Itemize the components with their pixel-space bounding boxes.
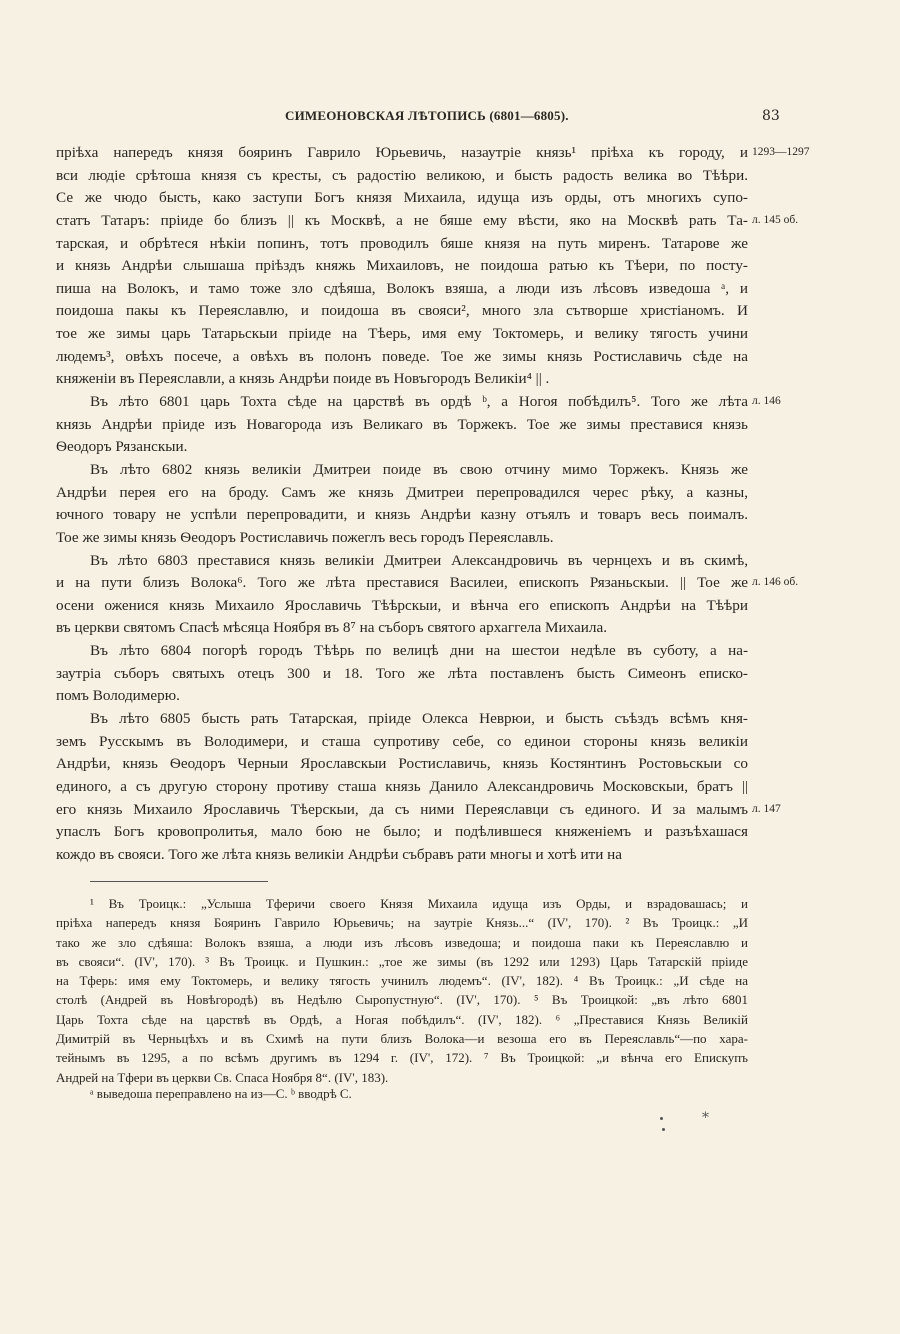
footnote-line: Андрей на Тфери въ церкви Св. Спаса Ноября 8“. (IV', 183). [56,1069,389,1085]
text-line: тарская, и обрѣтеся нѣкіи попинъ, тотъ проводилъ бяше князя на путь миренъ. Татарове же [56,234,748,252]
footnote-line: столѣ (Андрей въ Новѣгородѣ) въ Недѣлю Сыропустную“. (IV', 170). ⁵ Въ Троицкой: „въ лѣто 6801 [56,992,748,1008]
footnote-line: ¹ Въ Троицк.: „Услыша Тферичи своего Князя Михаила идуща изъ Орды, и взрадовашась; и [90,896,748,911]
text-line: осени оженися князь Михаило Ярославичь Тѣѣрскыи, и вѣнча его епископъ Андрѣи на Тѣѣри [56,596,748,614]
text-line: статъ Татаръ: пріиде бо близъ || къ Москвѣ, а не бяше ему вѣсти, яко на Москвѣ рать Та- [56,211,748,229]
footnotes [56,894,748,1087]
text-line: единого, а съ другую сторону противу сташа князь Данило Александровичь Московскыи, братъ || [56,777,748,795]
text-line: Въ лѣто 6801 царь Тохта сѣде на царствѣ въ ордѣ ᵇ, а Ногоя побѣдилъ⁵. Того же лѣта [90,393,748,411]
text-line: упаслъ Богъ кровопролитья, мало бою не было; и подѣлившеся княженіемъ и разъѣхашася [56,823,748,841]
footnote-line: Димитрій въ Черньцѣхъ и въ Схимѣ на пути близъ Волока—и везоша его въ Переяславль“—по хара- [56,1031,748,1047]
text-line: вси людіе срѣтоша князя съ кресты, съ радостію великою, и бысть радость велика во Тѣѣри. [56,166,748,184]
text-line: людемъ³, овѣхъ посече, а овѣхъ въ полонъ поведе. Тое же зимы князь Ростиславичь сѣде на [56,347,748,365]
margin-note: 1293—1297 [752,146,810,158]
text-line: ючного товару не успѣли перепровадити, и князь Андрѣи казну отъялъ и товаръ весь поималъ. [56,506,748,524]
text-line: и князь Андрѣи слышаша пріѣздъ княжь Михаиловъ, не поидоша ратью къ Тѣери, по посту- [56,257,748,275]
text-line: князь Андрѣи пріиде изъ Новагорода изъ Великаго въ Торжекъ. Тое же зимы преставися князь [56,415,748,433]
text-line: Въ лѣто 6804 погорѣ городъ Тѣѣрь по велицѣ дни на шестои недѣле въ суботу, а на- [90,642,748,660]
text-line: Ѳеодоръ Рязанскыи. [56,438,188,456]
footnote-line: Царь Тохта сѣде на царствѣ въ Ордѣ, а Ногая побѣдилъ“. (IV', 182). ⁶ „Преставися Князь Великій [56,1011,748,1027]
footnote-line: тейнымъ въ 1295, а по всѣмъ другимъ въ 1294 г. (IV', 172). ⁷ Въ Троицкой: „и вѣнча его Епискупъ [56,1050,748,1066]
footnote-line: въ свояси“. (IV', 170). ³ Въ Троицк. и Пушкин.: „тое же зимы (въ 1292 или 1293) Царь Татарскій пріиде [56,953,748,969]
margin-note: л. 146 об. [752,576,799,589]
text-line: пріѣха напередъ князя бояринъ Гаврило Юрьевичь, назаутріе князь¹ пріѣха къ городу, и [56,144,748,161]
ornament-star: * [702,1110,709,1126]
text-line: пиша на Волокъ, и тамо тоже зло сдѣяша, Волокъ взяша, а люди изъ лѣсовъ изведоша ᵃ, и [56,279,748,297]
text-line: заутріа съборъ святыхъ отецъ 300 и 18. Того же лѣта поставленъ бысть Симеонъ еписко- [56,664,748,682]
text-line: поидоша пакы къ Переяславлю, и поидоша въ свояси², много зла сътворше христіаномъ. И [56,302,748,320]
running-header [0,108,900,128]
footnote-line: на Тферь: имя ему Токтомерь, и велику тягость учинилъ людемъ“. (IV', 182). ⁴ Въ Троицк.: „И сѣде на [56,973,748,989]
text-line: Андрѣи, князь Ѳеодоръ Черныи Ярославскыи Ростиславичь, князь Костянтинъ Ростовьскыи со [56,755,748,773]
text-line: Въ лѣто 6802 князь великіи Дмитреи поиде въ свою отчину мимо Торжекъ. Князь же [90,460,748,478]
footnote-line: пріѣха напередъ князя Бояринъ Гаврило Юрьевичь; на заутріе Князь...“ (IV', 170). ² Въ Троицк.: „И [56,915,748,931]
text-line: его князь Михаило Ярославичь Тѣерскыи, да съ ними Переяславци съ единого. И за малымъ [56,800,748,818]
text-line: и на пути близъ Волока⁶. Того же лѣта преставися Василеи, епископъ Рязаньскыи. || Тое же [56,574,748,592]
text-line: тое же зимы царь Татарьскыи пріиде на Тѣерь, имя ему Токтомерь, и велику тягость учини [56,325,748,343]
footnote-line: тако же зло сдѣяша: Волокъ взяша, а люди изъ лѣсовъ изведоша; и поидоша паки къ Переяславлю и [56,934,748,950]
text-line: княженіи въ Переяславли, а князь Андрѣи поиде въ Новъгородъ Великіи⁴ || . [56,370,550,388]
text-line: Въ лѣто 6803 преставися князь великіи Дмитреи Александровичь въ чернцехъ и въ скимѣ, [90,551,748,569]
running-title: СИМЕОНОВСКАЯ ЛѢТОПИСЬ (6801—6805). [285,108,569,123]
text-line: Тое же зимы князь Ѳеодоръ Ростиславичь пожеглъ весь городъ Переяславль. [56,528,554,546]
main-text [56,142,748,867]
text-line: Въ лѣто 6805 бысть рать Татарская, пріиде Олекса Неврюи, и бысть съѣздъ всѣмъ кня- [90,710,748,728]
ink-speck [662,1128,665,1131]
text-line: помъ Володимерю. [56,687,180,705]
text-line: въ церкви святомъ Спасѣ мѣсяца Ноября въ 8⁷ на съборъ святого архаггела Михаила. [56,619,607,637]
ink-speck [660,1117,663,1120]
margin-note: л. 145 об. [752,213,799,226]
footnote-rule [90,881,268,882]
text-line: кождо въ свояси. Того же лѣта князь великіи Андрѣи събравъ рати многы и хотѣ ити на [56,845,623,863]
page-number: 83 [762,108,780,124]
variant-note: ᵃ выведоша переправлено на из—С. ᵇ вводрѣ С. [90,1086,352,1101]
margin-note: л. 146 [752,395,781,408]
text-line: земъ Русскымъ въ Володимери, и сташа супротиву себе, со единои стороны князь великіи [56,732,748,750]
text-line: Андрѣи перея его на броду. Самъ же князь Дмитреи перепровадился черес рѣку, а казны, [56,483,748,501]
text-line: Се же чюдо бысть, како заступи Богъ князя Михаила, идуща изъ орды, отъ многихъ супо- [56,189,748,207]
margin-note: л. 147 [752,802,781,815]
